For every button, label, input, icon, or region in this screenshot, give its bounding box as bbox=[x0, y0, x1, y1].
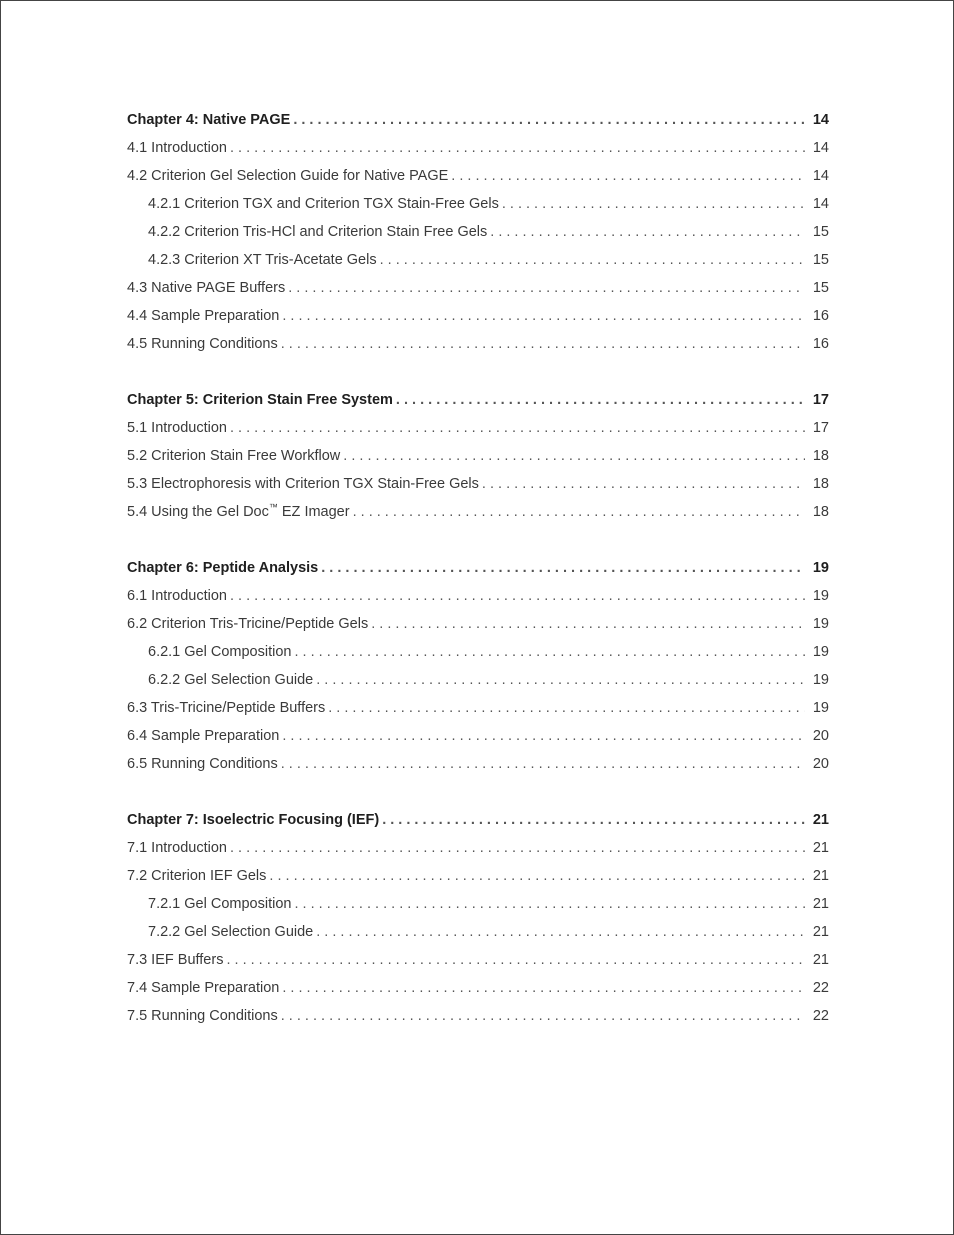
toc-chapter-entry[interactable] bbox=[127, 386, 829, 414]
toc-entry-title-text: 5.1 Introduction bbox=[127, 420, 227, 436]
toc-page-number: 22 bbox=[812, 1008, 829, 1024]
dot-leader bbox=[282, 974, 805, 1002]
toc-entry-title-text: 6.1 Introduction bbox=[127, 588, 227, 604]
toc-entry[interactable] bbox=[127, 302, 829, 330]
toc-page-number: 18 bbox=[812, 476, 829, 492]
toc-entry-title bbox=[127, 330, 278, 358]
dot-leader bbox=[380, 246, 805, 274]
toc-page-number: 15 bbox=[812, 280, 829, 296]
toc-entry[interactable] bbox=[127, 834, 829, 862]
dot-leader bbox=[281, 1002, 805, 1030]
toc-page-number: 15 bbox=[812, 224, 829, 240]
toc-page-number: 18 bbox=[812, 448, 829, 464]
toc-entry-title-text: Chapter 6: Peptide Analysis bbox=[127, 560, 319, 576]
toc-entry-title-text: 7.4 Sample Preparation bbox=[127, 980, 280, 996]
toc-entry[interactable] bbox=[127, 274, 829, 302]
dot-leader bbox=[226, 946, 805, 974]
toc-entry-title-text: 7.2 Criterion IEF Gels bbox=[127, 868, 267, 884]
toc-page-number: 16 bbox=[812, 308, 829, 324]
table-of-contents bbox=[127, 106, 829, 1030]
toc-entry[interactable] bbox=[127, 330, 829, 358]
toc-entry-title-text: 4.4 Sample Preparation bbox=[127, 308, 280, 324]
toc-entry-title-text: 6.2.1 Gel Composition bbox=[148, 644, 292, 660]
toc-entry-title bbox=[127, 106, 290, 134]
toc-entry-title bbox=[127, 974, 279, 1002]
dot-leader bbox=[490, 218, 805, 246]
toc-entry-title-text: 7.1 Introduction bbox=[127, 840, 227, 856]
toc-entry-title-text: Chapter 5: Criterion Stain Free System bbox=[127, 392, 393, 408]
toc-entry[interactable] bbox=[127, 610, 829, 638]
dot-leader bbox=[281, 330, 805, 358]
toc-page-number: 15 bbox=[812, 252, 829, 268]
toc-page-number: 21 bbox=[812, 952, 829, 968]
toc-entry-title-suffix: EZ Imager bbox=[277, 504, 350, 520]
toc-entry[interactable] bbox=[127, 750, 829, 778]
toc-entry-title-text: 7.2.1 Gel Composition bbox=[148, 896, 292, 912]
toc-entry[interactable] bbox=[127, 218, 829, 246]
toc-entry[interactable] bbox=[127, 974, 829, 1002]
dot-leader bbox=[269, 862, 805, 890]
toc-entry-title-text: 6.5 Running Conditions bbox=[127, 756, 278, 772]
toc-page-number: 14 bbox=[812, 168, 829, 184]
toc-entry[interactable] bbox=[127, 1002, 829, 1030]
dot-leader bbox=[382, 806, 805, 834]
dot-leader bbox=[396, 386, 805, 414]
toc-page-number: 14 bbox=[812, 140, 829, 156]
toc-page-number: 17 bbox=[812, 392, 829, 408]
toc-entry-title bbox=[127, 274, 285, 302]
toc-page-number: 19 bbox=[812, 560, 829, 576]
toc-entry[interactable] bbox=[127, 722, 829, 750]
toc-page-number: 14 bbox=[812, 112, 829, 128]
dot-leader bbox=[321, 554, 805, 582]
toc-entry-title-text: 6.2.2 Gel Selection Guide bbox=[148, 672, 314, 688]
dot-leader bbox=[316, 918, 805, 946]
toc-entry-title bbox=[127, 890, 291, 918]
toc-page-number: 21 bbox=[812, 812, 829, 828]
toc-entry[interactable] bbox=[127, 862, 829, 890]
toc-entry-title-text: 5.2 Criterion Stain Free Workflow bbox=[127, 448, 341, 464]
toc-entry-title-text: Chapter 4: Native PAGE bbox=[127, 112, 291, 128]
toc-entry-title bbox=[127, 498, 350, 526]
dot-leader bbox=[482, 470, 805, 498]
toc-entry-title bbox=[127, 442, 340, 470]
dot-leader bbox=[343, 442, 805, 470]
toc-entry[interactable] bbox=[127, 442, 829, 470]
toc-entry-title-text: 6.3 Tris-Tricine/Peptide Buffers bbox=[127, 700, 326, 716]
toc-entry-title bbox=[127, 862, 266, 890]
toc-entry-title bbox=[127, 582, 227, 610]
toc-entry-title bbox=[127, 610, 368, 638]
toc-page-number: 19 bbox=[812, 616, 829, 632]
toc-entry[interactable] bbox=[127, 582, 829, 610]
toc-page-number: 19 bbox=[812, 644, 829, 660]
dot-leader bbox=[353, 498, 805, 526]
toc-entry[interactable] bbox=[127, 414, 829, 442]
toc-entry[interactable] bbox=[127, 638, 829, 666]
toc-entry-title-text: 4.2.3 Criterion XT Tris-Acetate Gels bbox=[148, 252, 377, 268]
toc-page-number: 20 bbox=[812, 756, 829, 772]
toc-entry-title bbox=[127, 414, 227, 442]
toc-page-number: 21 bbox=[812, 868, 829, 884]
toc-entry-title bbox=[127, 946, 223, 974]
toc-entry-title-text: 7.3 IEF Buffers bbox=[127, 952, 224, 968]
toc-entry-title bbox=[127, 834, 227, 862]
toc-page-number: 22 bbox=[812, 980, 829, 996]
dot-leader bbox=[282, 302, 805, 330]
toc-page-number: 19 bbox=[812, 672, 829, 688]
toc-page-number: 21 bbox=[812, 896, 829, 912]
toc-page-number: 20 bbox=[812, 728, 829, 744]
toc-entry[interactable] bbox=[127, 694, 829, 722]
trademark-symbol: ™ bbox=[268, 502, 278, 513]
toc-entry-title-text: 6.4 Sample Preparation bbox=[127, 728, 280, 744]
toc-page-number: 18 bbox=[812, 504, 829, 520]
toc-entry-title-text: 4.2 Criterion Gel Selection Guide for Native PAGE bbox=[127, 168, 449, 184]
toc-page-number: 19 bbox=[812, 588, 829, 604]
toc-entry-title-text: Chapter 7: Isoelectric Focusing (IEF) bbox=[127, 812, 380, 828]
toc-chapter-entry[interactable] bbox=[127, 106, 829, 134]
toc-entry-title bbox=[127, 722, 279, 750]
toc-chapter-entry[interactable] bbox=[127, 806, 829, 834]
toc-entry-title bbox=[127, 190, 499, 218]
toc-entry-title bbox=[127, 666, 313, 694]
dot-leader bbox=[288, 274, 805, 302]
toc-entry-title bbox=[127, 162, 448, 190]
toc-entry-title bbox=[127, 386, 393, 414]
toc-entry-title bbox=[127, 554, 318, 582]
toc-entry[interactable] bbox=[127, 162, 829, 190]
toc-page-number: 21 bbox=[812, 840, 829, 856]
toc-entry-title bbox=[127, 134, 227, 162]
dot-leader bbox=[294, 890, 805, 918]
toc-entry-title-text: 4.5 Running Conditions bbox=[127, 336, 278, 352]
toc-entry-title-text: 4.3 Native PAGE Buffers bbox=[127, 280, 286, 296]
dot-leader bbox=[502, 190, 805, 218]
toc-entry-title-text: 7.2.2 Gel Selection Guide bbox=[148, 924, 314, 940]
toc-entry[interactable] bbox=[127, 470, 829, 498]
dot-leader bbox=[230, 582, 805, 610]
toc-entry-title bbox=[127, 638, 291, 666]
toc-entry[interactable] bbox=[127, 890, 829, 918]
dot-leader bbox=[230, 414, 805, 442]
toc-entry[interactable] bbox=[127, 666, 829, 694]
toc-entry-title-text: 4.1 Introduction bbox=[127, 140, 227, 156]
toc-entry-title bbox=[127, 918, 313, 946]
toc-entry-title bbox=[127, 302, 279, 330]
toc-entry[interactable] bbox=[127, 190, 829, 218]
toc-page-number: 17 bbox=[812, 420, 829, 436]
toc-entry-title bbox=[127, 470, 479, 498]
dot-leader bbox=[294, 638, 805, 666]
toc-page-number: 14 bbox=[812, 196, 829, 212]
dot-leader bbox=[230, 134, 805, 162]
dot-leader bbox=[451, 162, 805, 190]
dot-leader bbox=[293, 106, 805, 134]
toc-entry-title-text: 4.2.2 Criterion Tris-HCl and Criterion Stain Free Gels bbox=[148, 224, 488, 240]
toc-entry-title-text: 7.5 Running Conditions bbox=[127, 1008, 278, 1024]
toc-entry-title bbox=[127, 694, 325, 722]
toc-entry[interactable] bbox=[127, 918, 829, 946]
toc-entry-title bbox=[127, 218, 487, 246]
dot-leader bbox=[371, 610, 805, 638]
toc-page-number: 21 bbox=[812, 924, 829, 940]
toc-entry[interactable] bbox=[127, 946, 829, 974]
toc-entry[interactable] bbox=[127, 498, 829, 526]
toc-entry-title bbox=[127, 806, 379, 834]
toc-entry-title bbox=[127, 750, 278, 778]
dot-leader bbox=[328, 694, 805, 722]
dot-leader bbox=[316, 666, 805, 694]
toc-entry-title-text: 6.2 Criterion Tris-Tricine/Peptide Gels bbox=[127, 616, 369, 632]
dot-leader bbox=[281, 750, 805, 778]
toc-entry-title-text: 5.4 Using the Gel Doc bbox=[127, 504, 269, 520]
toc-entry-title-text: 4.2.1 Criterion TGX and Criterion TGX Stain-Free Gels bbox=[148, 196, 499, 212]
dot-leader bbox=[230, 834, 805, 862]
toc-page-number: 16 bbox=[812, 336, 829, 352]
toc-entry-title-text: 5.3 Electrophoresis with Criterion TGX Stain-Free Gels bbox=[127, 476, 479, 492]
toc-entry-title bbox=[127, 246, 377, 274]
toc-page-number: 19 bbox=[812, 700, 829, 716]
toc-chapter-entry[interactable] bbox=[127, 554, 829, 582]
toc-entry[interactable] bbox=[127, 246, 829, 274]
toc-entry-title bbox=[127, 1002, 278, 1030]
toc-entry[interactable] bbox=[127, 134, 829, 162]
dot-leader bbox=[282, 722, 805, 750]
